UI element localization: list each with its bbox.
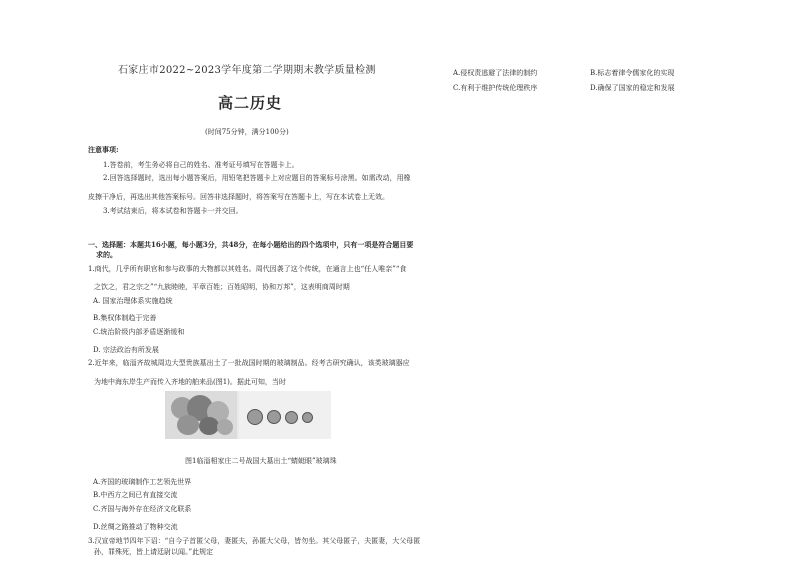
q1-option-a: A. 国家治理体系实施趋统 — [93, 297, 173, 305]
q2-stem: 2.近年来，临淄齐故城周边大型贵族墓出土了一批战国时期的玻璃制品。经考古研究确认，该类玻璃器应 — [88, 359, 410, 367]
note-item: 3.考试结束后，将本试卷和答题卡一并交回。 — [103, 207, 243, 215]
q3-option-d: D.确保了国家的稳定和发展 — [590, 84, 675, 92]
q1-option-c: C.统治阶级内部矛盾逐渐缓和 — [93, 328, 185, 336]
subject-title: 高二历史 — [218, 94, 283, 112]
notes-heading: 注意事项: — [88, 145, 119, 154]
q3-stem: 3.汉宣帝地节四年下诏：“自今子首匿父母，妻匿夫，孙匿大父母，皆勿坐。其父母匿子，夫匿妻，大父母匿 — [88, 537, 421, 545]
bead-row-photo — [239, 391, 331, 439]
bead-cluster-photo — [165, 391, 237, 439]
figure-caption: 图1临淄相家庄二号战国大墓出土“蜻蜓眼”玻璃珠 — [185, 457, 337, 465]
note-item: 2.回答选择题时，选出每小题答案后，用铅笔把答题卡上对应题目的答案标号涂黑。如需改动，用橡 — [103, 174, 411, 182]
q1-option-b: B.集权体制趋于完善 — [93, 314, 157, 322]
note-item: 1.答卷前，考生务必将自己的姓名、准考证号填写在答题卡上。 — [103, 161, 299, 169]
q2-stem-cont: 为地中海东岸生产而传入齐地的舶来品(图1)。据此可知，当时 — [94, 378, 286, 386]
q3-option-b: B.标志着律令儒家化的实现 — [590, 69, 675, 77]
q3-option-a: A.侵权责逃避了法律的制约 — [453, 69, 538, 77]
exam-title: 石家庄市2022~2023学年度第二学期期末教学质量检测 — [118, 65, 376, 76]
q3-stem-cont: 孙，罪殊死，皆上请廷尉以闻。”此规定 — [94, 548, 214, 556]
section-heading-cont: 求的。 — [96, 250, 117, 259]
q1-stem-cont: 之饮之，君之宗之”“九族睦睦，平章百姓；百姓昭明，协和万邦”，这表明商周时期 — [94, 283, 350, 291]
q3-option-c: C.有利于维护传统伦理秩序 — [453, 84, 538, 92]
note-item: 皮擦干净后，再选出其他答案标号。回答非选择题时，将答案写在答题卡上，写在本试卷上无效。 — [88, 193, 389, 201]
section-heading: 一、选择题：本题共16小题，每小题3分，共48分，在每小题给出的四个选项中，只有一项是符合题目要 — [88, 240, 414, 249]
q2-option-d: D.丝绸之路推动了物种交流 — [93, 523, 178, 531]
q2-option-a: A.齐国的玻璃制作工艺领先世界 — [93, 478, 192, 486]
q2-option-b: B.中西方之间已有直接交流 — [93, 491, 178, 499]
time-info: (时间75分钟，满分100分) — [205, 128, 289, 136]
q1-stem: 1.商代，几乎所有职官和参与政事的大物都以其姓名。周代因袭了这个传统，在通言上也“任人唯亲”“食 — [88, 265, 407, 273]
q2-option-c: C.齐国与海外存在经济文化联系 — [93, 505, 192, 513]
q1-option-d: D. 宗法政治有所发展 — [93, 346, 159, 354]
glass-beads-figure — [165, 391, 331, 439]
